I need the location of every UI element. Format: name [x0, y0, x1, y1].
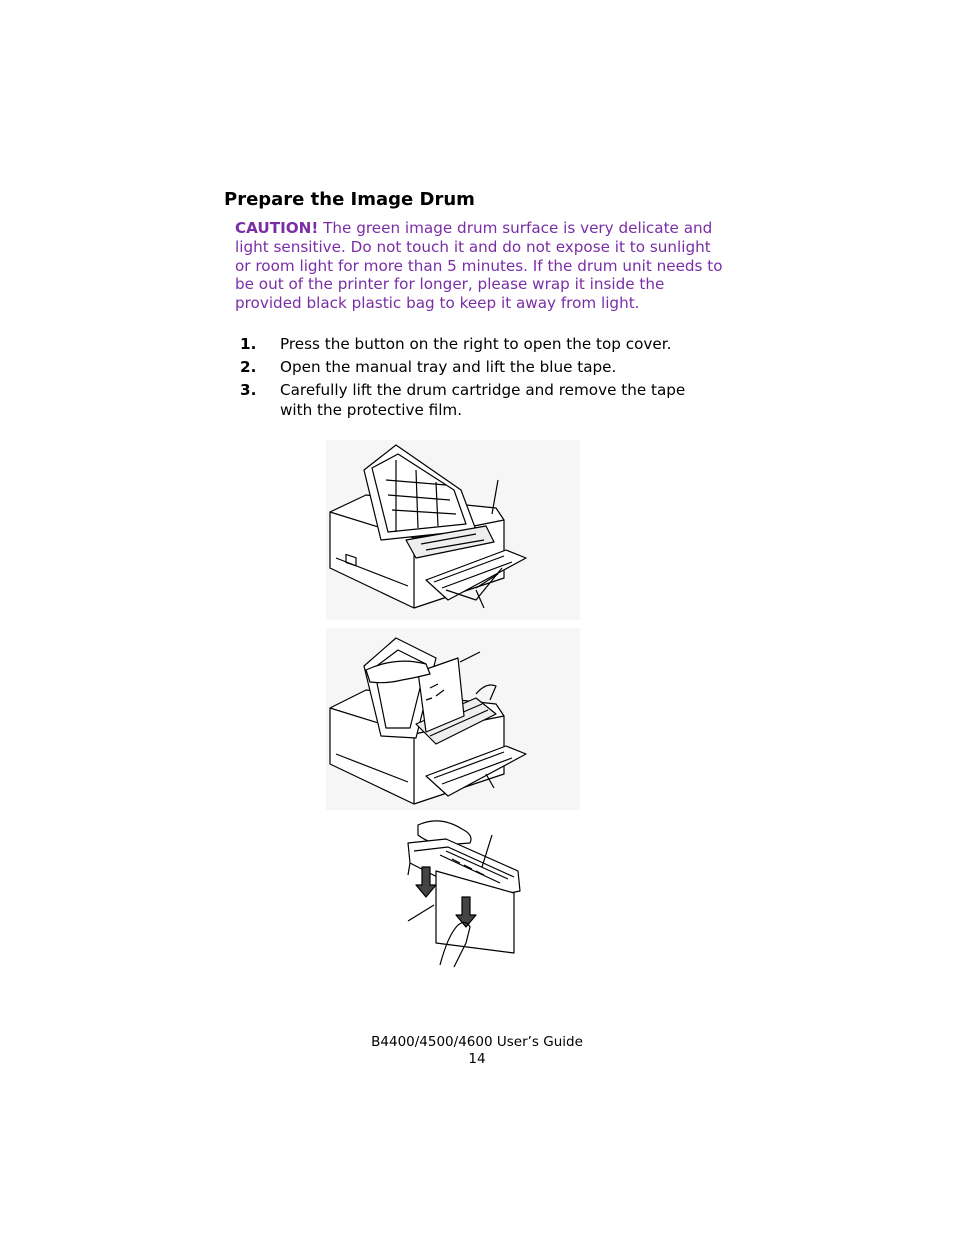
step-number: 2. — [240, 358, 257, 376]
caution-label: CAUTION! — [235, 219, 319, 237]
step-text: Open the manual tray and lift the blue tape. — [280, 358, 617, 376]
drum-film-removal-illustration — [400, 815, 530, 970]
page-number: 14 — [468, 1051, 486, 1067]
printer-open-cover-illustration — [326, 440, 580, 620]
caution-text: The green image drum surface is very delicate and light sensitive. Do not touch it and do not expose it to sunlight or room light for more than 5 minutes. If the drum unit needs to be out of the printer for longer, please wrap it inside the provided black plastic bag to keep it away from light. — [235, 219, 723, 313]
step-text: Carefully lift the drum cartridge and remove the tape with the protective film. — [280, 381, 686, 419]
step-text: Press the button on the right to open the top cover. — [280, 335, 672, 353]
tape-removal-illustration — [326, 628, 580, 810]
list-item — [240, 381, 720, 420]
list-item — [240, 358, 720, 378]
step-number: 3. — [240, 381, 257, 399]
caution-note — [235, 219, 730, 313]
steps-list — [240, 335, 720, 424]
list-item — [240, 335, 720, 355]
footer-guide-title: B4400/4500/4600 User’s Guide — [371, 1034, 583, 1050]
step-number: 1. — [240, 335, 257, 353]
section-title: Prepare the Image Drum — [224, 189, 475, 210]
